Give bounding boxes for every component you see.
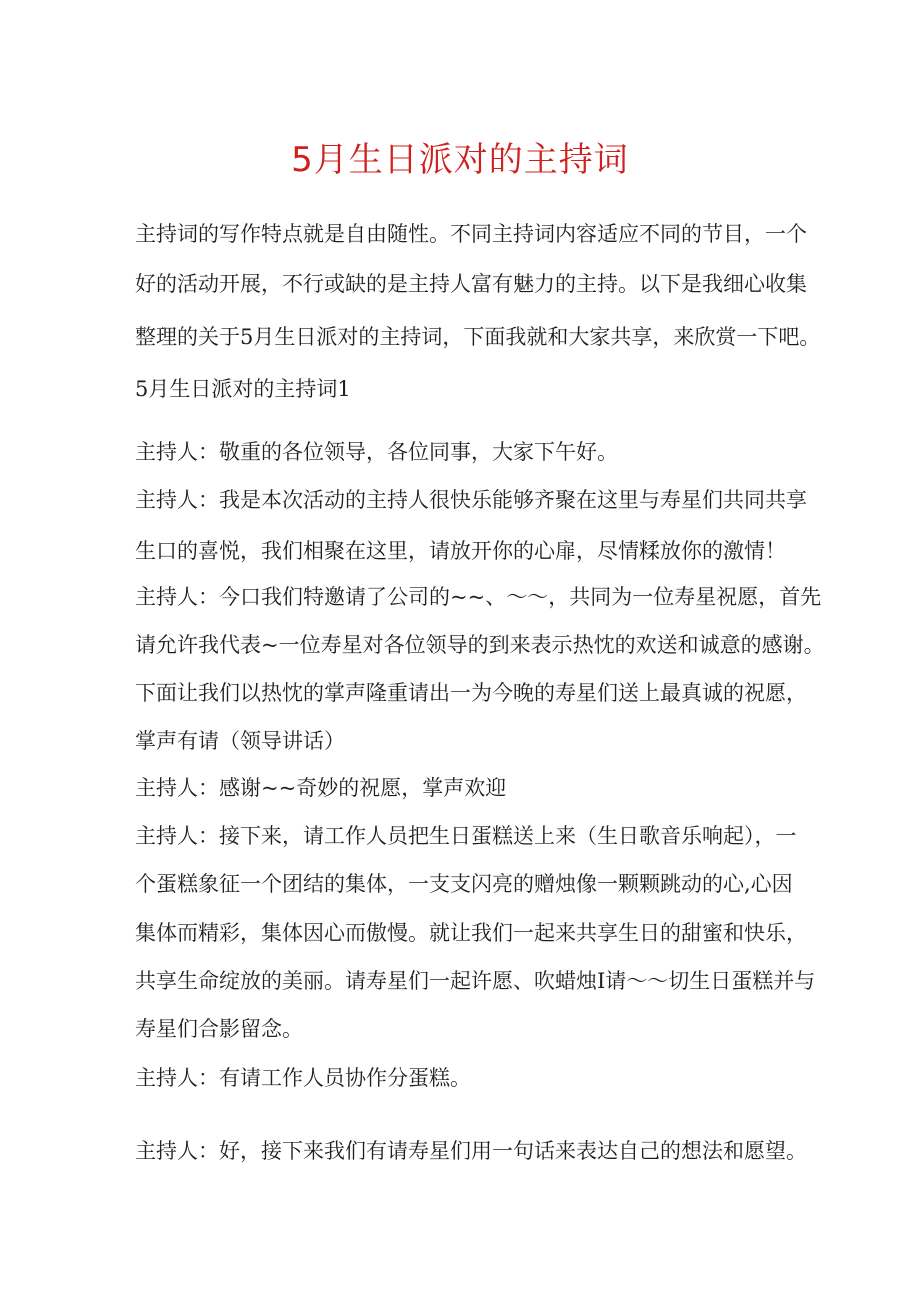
paragraph-line: 整理的关于5月生日派对的主持词，下面我就和大家共享，来欣赏一下吧。 <box>135 325 821 349</box>
paragraph-line: 主持人：我是本次活动的主持人很快乐能够齐聚在这里与寿星们共同共享 <box>135 488 807 512</box>
document-title: 5月生日派对的主持词 <box>291 140 629 180</box>
paragraph-line: 下面让我们以热忱的掌声隆重请出一为今晚的寿星们送上最真诚的祝愿， <box>135 681 807 705</box>
paragraph-line: 主持人：感谢~~奇妙的祝愿，掌声欢迎 <box>135 776 507 800</box>
paragraph-line: 主持人：敬重的各位领导，各位同事，大家下午好。 <box>135 440 618 464</box>
paragraph-line: 主持人：有请工作人员协作分蛋糕。 <box>135 1066 471 1090</box>
paragraph-line: 主持词的写作特点就是自由随性。不同主持词内容适应不同的节目，一个 <box>135 222 807 246</box>
paragraph-line: 5月生日派对的主持词1 <box>135 377 351 401</box>
paragraph-line: 掌声有请（领导讲话） <box>135 729 345 753</box>
paragraph-line: 共享生命绽放的美丽。请寿星们一起许愿、吹蜡烛I请～～切生日蛋糕并与 <box>135 969 816 993</box>
paragraph-line: 集体而精彩，集体因心而傲慢。就让我们一起来共享生日的甜蜜和快乐， <box>135 921 807 945</box>
paragraph-line: 主持人：今口我们特邀请了公司的~~、～～，共同为一位寿星祝愿，首先 <box>135 585 822 609</box>
paragraph-line: 好的活动开展，不行或缺的是主持人富有魅力的主持。以下是我细心收集 <box>135 272 807 296</box>
paragraph-line: 寿星们合影留念。 <box>135 1017 303 1041</box>
paragraph-line: 主持人：好，接下来我们有请寿星们用一句话来表达自己的想法和愿望。 <box>135 1139 807 1163</box>
paragraph-line: 主持人：接下来，请工作人员把生日蛋糕送上来（生日歌音乐响起），一 <box>135 824 797 848</box>
paragraph-line: 请允许我代表~一位寿星对各位领导的到来表示热忱的欢送和诚意的感谢。 <box>135 633 825 657</box>
paragraph-line: 生口的喜悦，我们相聚在这里，请放开你的心扉，尽情糅放你的激情！ <box>135 539 786 563</box>
paragraph-line: 个蛋糕象征一个团结的集体，一支支闪亮的赠烛像一颗颗跳动的心,心因 <box>135 872 793 896</box>
